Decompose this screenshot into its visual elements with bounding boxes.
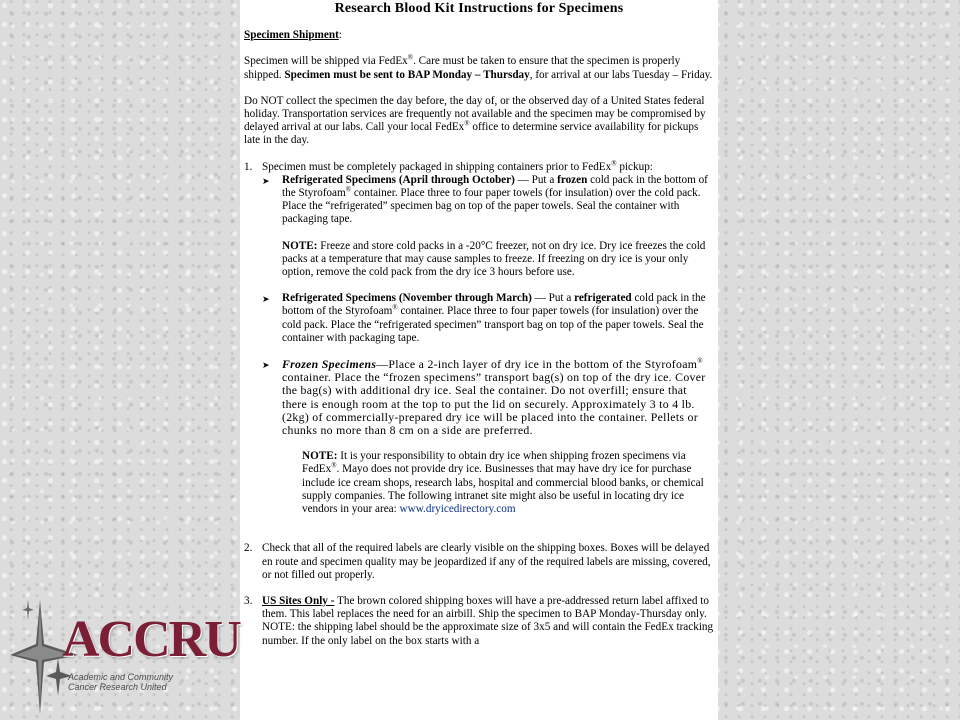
- list-number: 2.: [244, 542, 253, 555]
- document-page: [240, 0, 718, 720]
- dry-ice-directory-link[interactable]: www.dryicedirectory.com: [399, 503, 516, 516]
- logo-name: ACCRU: [62, 611, 240, 668]
- arrow-bullet-icon: ➤: [262, 175, 270, 186]
- intro-paragraph: Specimen will be shipped via FedEx®. Care must be taken to ensure that the specimen is properly shipped. Specimen must be sent to BAP Monday – Thursday, for arrival at our labs Tuesday – Friday.: [244, 53, 713, 81]
- section-heading: Specimen Shipment: [244, 29, 339, 42]
- logo-subtitle: Academic and Community Cancer Research United: [68, 672, 174, 692]
- arrow-bullet-icon: ➤: [262, 294, 270, 305]
- accru-logo: [10, 600, 240, 715]
- bullet-frozen-specimens: ➤ Frozen Specimens—Place a 2-inch layer of dry ice in the bottom of the Styrofoam® container. Place the “frozen specimens” transport bag(s) on top of the dry ice. Cover the bag(s) with additional dry ice. Seal the container. Do not overfill; ensure that there is enough room at the top to put the lid on securely. Approximately 3 to 4 lb. (2kg) of commercially-prepared dry ice will be placed into the container. Pellets or chunks no more than 8 cm on a side are preferred.: [262, 357, 706, 438]
- note-dry-ice: NOTE: It is your responsibility to obtain dry ice when shipping frozen specimens via FedEx®. Mayo does not provide dry ice. Businesses that may have dry ice for purchase include ice cream shops, research labs, hospital and commercial blood banks, or chemical supply companies. The following intranet site might also be useful in locating dry ice vendors in your area: www.dryicedirectory.com: [302, 450, 704, 516]
- arrow-bullet-icon: ➤: [262, 360, 270, 371]
- note-cold-packs: NOTE: Freeze and store cold packs in a -20°C freezer, not on dry ice. Dry ice freezes the cold packs at a temperature that may cause samples to freeze. If freezing on dry ice is your only option, remove the cold pack from the dry ice 3 hours before use.: [282, 239, 706, 279]
- document-title: Research Blood Kit Instructions for Specimens: [334, 1, 624, 16]
- bullet-refrigerated-apr-oct: ➤ Refrigerated Specimens (April through October) — Put a frozen cold pack in the bottom of the Styrofoam® container. Place three to four paper towels (for insulation) over the cold pack. Place the “refrigerated” specimen bag on top of the paper towels. Seal the container with packaging tape.: [262, 173, 708, 226]
- holiday-paragraph: Do NOT collect the specimen the day before, the day of, or the observed day of a United States federal holiday. Transportation services are frequently not available and the specimen may be compromised by delayed arrival at our labs. Call your local FedEx® office to determine service availability for pickups late in the day.: [244, 94, 706, 147]
- list-number: 1.: [244, 160, 253, 173]
- list-number: 3.: [244, 594, 253, 607]
- bullet-refrigerated-nov-mar: ➤ Refrigerated Specimens (November through March) — Put a refrigerated cold pack in the bottom of the Styrofoam® container. Place three to four paper towels (for insulation) over the cold pack. Place the “refrigerated specimen” transport bag on top of the paper towels. Seal the container with packaging tape.: [262, 292, 706, 344]
- list-item-3: 3. US Sites Only - The brown colored shipping boxes will have a pre-addressed return label affixed to them. This label replaces the need for an airbill. Ship the specimen to BAP Monday-Thursday only. NOTE: the shipping label should be the approximate size of 3x5 and will contain the FedEx tracking number. If the only label on the box starts with a: [244, 594, 714, 647]
- list-item-2: 2. Check that all of the required labels are clearly visible on the shipping boxes. Boxes will be delayed en route and specimen quality may be jeopardized if any of the required labels are missing, covered, or not filled out properly.: [244, 542, 711, 581]
- shipping-days-emphasis: Specimen must be sent to BAP Monday – Thursday: [284, 68, 530, 81]
- list-item-1: 1. Specimen must be completely packaged in shipping containers prior to FedEx® pickup:: [244, 158, 653, 173]
- section-heading-line: Specimen Shipment:: [244, 29, 342, 42]
